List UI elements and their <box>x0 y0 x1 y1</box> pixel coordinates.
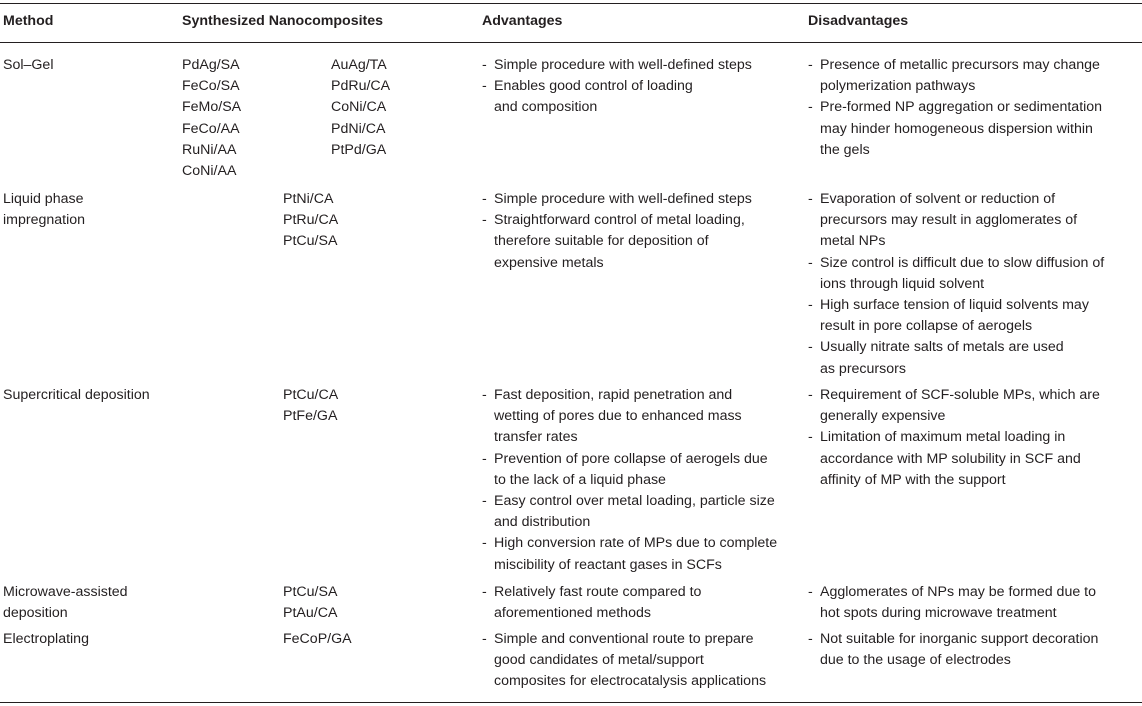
advantage-line: good candidates of metal/support <box>494 652 704 669</box>
nanocomposite-item: PtCu/SA <box>283 584 338 600</box>
disadvantage-line: Requirement of SCF-soluble MPs, which are <box>820 387 1100 403</box>
bullet-dash: - <box>482 57 487 73</box>
bullet-dash: - <box>808 387 813 403</box>
nanocomposite-item: PdAg/SA <box>182 57 240 73</box>
bullet-dash: - <box>482 191 487 207</box>
nanocomposite-item: PtAu/CA <box>283 605 338 622</box>
advantage-line: Relatively fast route compared to <box>494 584 702 600</box>
nanocomposite-item: PdNi/CA <box>331 120 386 137</box>
disadvantage-line: Presence of metallic precursors may change <box>820 57 1100 73</box>
nanocomposite-item: PtCu/SA <box>283 233 338 250</box>
method-cell: deposition <box>3 605 68 622</box>
nanocomposite-item: PtPd/GA <box>331 141 387 158</box>
disadvantage-line: Pre-formed NP aggregation or sedimentation <box>820 99 1103 116</box>
advantage-line: wetting of pores due to enhanced mass <box>494 408 742 425</box>
nanocomposite-item: FeCo/AA <box>182 120 240 137</box>
bullet-dash: - <box>482 535 487 552</box>
bullet-dash: - <box>482 493 487 509</box>
bullet-dash: - <box>482 212 487 229</box>
disadvantage-line: generally expensive <box>820 408 946 425</box>
advantage-line: therefore suitable for deposition of <box>494 233 709 250</box>
header-disadvantages: Disadvantages <box>808 13 909 29</box>
disadvantage-line: precursors may result in agglomerates of <box>820 212 1078 229</box>
advantage-line: Simple procedure with well-defined steps <box>494 191 752 207</box>
bullet-dash: - <box>482 631 487 647</box>
bullet-dash: - <box>808 429 813 446</box>
bullet-dash: - <box>482 584 487 600</box>
advantage-line: High conversion rate of MPs due to complete <box>494 535 778 552</box>
bullet-dash: - <box>808 297 813 313</box>
top-rule <box>0 3 1142 4</box>
nanocomposite-item: FeCoP/GA <box>283 631 352 647</box>
advantage-line: and composition <box>494 99 598 116</box>
method-cell: impregnation <box>3 212 86 229</box>
bullet-dash: - <box>808 254 813 271</box>
disadvantage-line: result in pore collapse of aerogels <box>820 318 1033 335</box>
disadvantage-line: due to the usage of electrodes <box>820 652 1011 669</box>
nanocomposite-item: CoNi/AA <box>182 163 237 179</box>
nanocomposite-item: PdRu/CA <box>331 78 391 95</box>
advantage-line: Simple procedure with well-defined steps <box>494 57 752 73</box>
disadvantage-line: ions through liquid solvent <box>820 275 985 292</box>
bottom-rule <box>0 702 1142 703</box>
advantage-line: composites for electrocatalysis applications <box>494 673 767 690</box>
disadvantage-line: the gels <box>820 141 870 158</box>
method-cell: Supercritical deposition <box>3 387 150 403</box>
method-cell: Sol–Gel <box>3 57 54 73</box>
disadvantage-line: Usually nitrate salts of metals are used <box>820 339 1064 356</box>
advantage-line: miscibility of reactant gases in SCFs <box>494 556 722 573</box>
header-nanocomposites: Synthesized Nanocomposites <box>182 13 384 29</box>
advantage-line: Simple and conventional route to prepare <box>494 631 754 647</box>
disadvantage-line: hot spots during microwave treatment <box>820 605 1057 622</box>
nanocomposite-item: AuAg/TA <box>331 57 387 73</box>
disadvantage-line: Evaporation of solvent or reduction of <box>820 191 1056 207</box>
bullet-dash: - <box>808 631 813 647</box>
advantage-line: Prevention of pore collapse of aerogels due <box>494 450 768 467</box>
disadvantage-line: accordance with MP solubility in SCF and <box>820 450 1081 467</box>
disadvantage-line: affinity of MP with the support <box>820 471 1006 488</box>
bullet-dash: - <box>808 584 813 600</box>
header-rule <box>0 42 1142 43</box>
advantage-line: aforementioned methods <box>494 605 651 622</box>
advantage-line: Enables good control of loading <box>494 78 693 95</box>
disadvantage-line: Size control is difficult due to slow diffusion of <box>820 254 1105 271</box>
nanocomposite-item: RuNi/AA <box>182 141 237 158</box>
nanocomposite-item: PtCu/CA <box>283 387 339 403</box>
nanocomposite-item: PtRu/CA <box>283 212 339 229</box>
nanocomposite-item: FeCo/SA <box>182 78 240 95</box>
header-method: Method <box>3 13 54 29</box>
method-cell: Microwave-assisted <box>3 584 128 600</box>
nanocomposite-item: FeMo/SA <box>182 99 242 116</box>
disadvantage-line: metal NPs <box>820 233 886 250</box>
advantage-line: Easy control over metal loading, particle size <box>494 493 775 509</box>
disadvantage-line: Not suitable for inorganic support decoration <box>820 631 1099 647</box>
header-advantages: Advantages <box>482 13 563 29</box>
disadvantage-line: as precursors <box>820 360 906 377</box>
bullet-dash: - <box>808 191 813 207</box>
bullet-dash: - <box>808 99 813 116</box>
advantage-line: Straightforward control of metal loading, <box>494 212 745 229</box>
method-cell: Electroplating <box>3 631 89 647</box>
bullet-dash: - <box>482 78 487 95</box>
nanocomposite-item: PtNi/CA <box>283 191 334 207</box>
advantage-line: transfer rates <box>494 429 578 446</box>
bullet-dash: - <box>482 450 487 467</box>
method-cell: Liquid phase <box>3 191 84 207</box>
disadvantage-line: Agglomerates of NPs may be formed due to <box>820 584 1097 600</box>
disadvantage-line: polymerization pathways <box>820 78 976 95</box>
bullet-dash: - <box>808 57 813 73</box>
advantage-line: and distribution <box>494 514 591 531</box>
advantage-line: Fast deposition, rapid penetration and <box>494 387 733 403</box>
nanocomposite-item: CoNi/CA <box>331 99 387 116</box>
advantage-line: expensive metals <box>494 254 604 271</box>
disadvantage-line: High surface tension of liquid solvents may <box>820 297 1089 313</box>
disadvantage-line: may hinder homogeneous dispersion within <box>820 120 1093 137</box>
advantage-line: to the lack of a liquid phase <box>494 471 666 488</box>
bullet-dash: - <box>482 387 487 403</box>
bullet-dash: - <box>808 339 813 356</box>
nanocomposite-item: PtFe/GA <box>283 408 338 425</box>
disadvantage-line: Limitation of maximum metal loading in <box>820 429 1066 446</box>
